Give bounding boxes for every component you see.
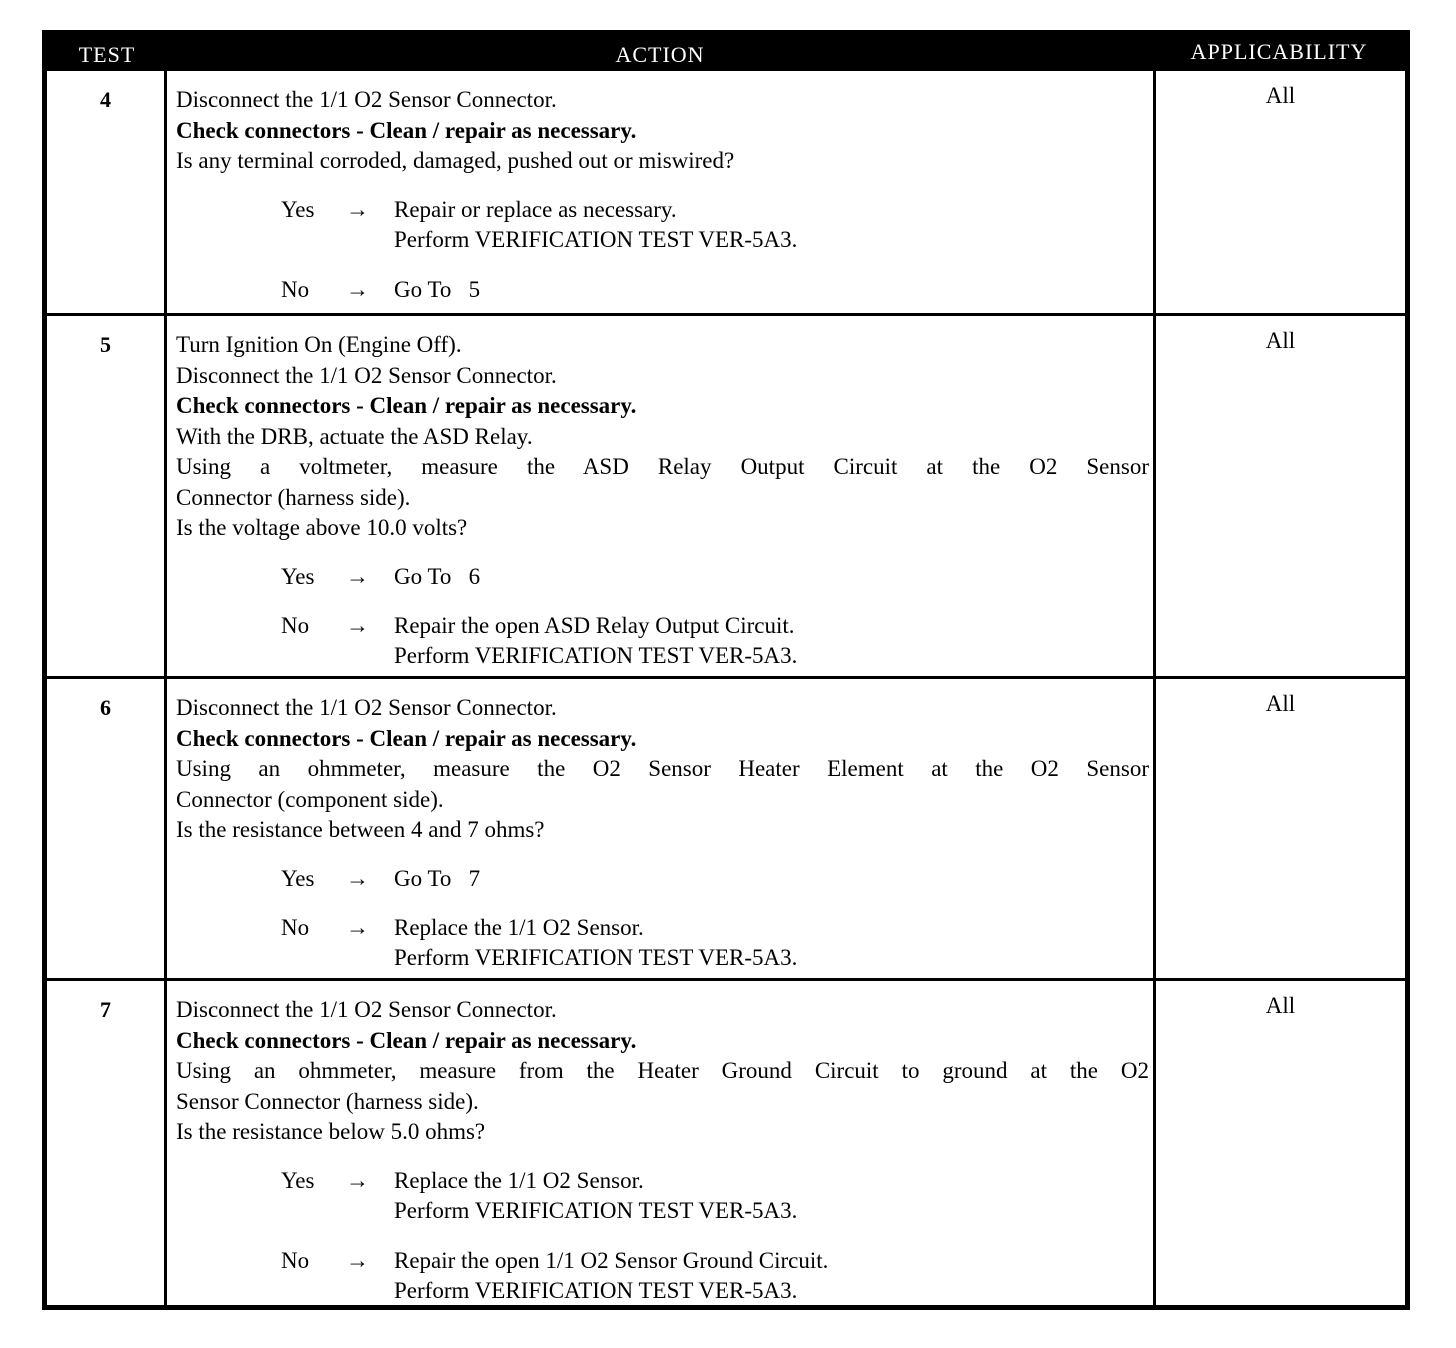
action-cell [170,316,1153,676]
yes-branch [176,562,1149,592]
yes-result-verification: Perform VERIFICATION TEST VER-5A3. [394,226,798,252]
action-line-bold: Check connectors - Clean / repair as necessary. [176,117,637,143]
test-table [42,30,1410,1310]
action-question: Is the voltage above 10.0 volts? [176,515,468,540]
no-result: Repair the open ASD Relay Output Circuit. [394,612,795,638]
action-line: Sensor Connector (harness side). [176,1088,479,1114]
header-action: ACTION [615,42,705,67]
no-result: Go To 5 [394,276,481,302]
table-row [47,676,1405,978]
test-number: 7 [47,981,167,1305]
yes-label: Yes [281,196,315,222]
action-question: Is the resistance between 4 and 7 ohms? [176,817,545,842]
yes-result: Go To 7 [394,865,481,891]
applicability-value: All [1153,679,1405,978]
arrow-right-icon: → [346,612,369,638]
arrow-right-icon: → [346,276,369,302]
arrow-right-icon: → [346,1167,369,1193]
no-result: Replace the 1/1 O2 Sensor. [394,914,644,940]
yes-label: Yes [281,1167,315,1193]
table-row [47,71,1405,313]
yes-label: Yes [281,865,315,891]
table-header [47,35,1405,71]
header-applicability: APPLICABILITY [1190,39,1368,64]
arrow-right-icon: → [346,196,369,222]
action-line: Turn Ignition On (Engine Off). [176,332,462,357]
no-label: No [281,276,310,302]
action-line: Using a voltmeter, measure the ASD Relay Output Circuit at the O2 Sensor [176,454,1149,479]
no-branch [176,611,1149,672]
action-line: Disconnect the 1/1 O2 Sensor Connector. [176,997,557,1022]
action-line: Disconnect the 1/1 O2 Sensor Connector. [176,87,557,112]
action-line: With the DRB, actuate the ASD Relay. [176,423,533,449]
no-label: No [281,1247,310,1273]
no-label: No [281,612,310,638]
action-cell [170,981,1153,1305]
action-line-bold: Check connectors - Clean / repair as necessary. [176,1027,637,1053]
action-line: Using an ohmmeter, measure from the Heater Ground Circuit to ground at the O2 [176,1058,1149,1083]
action-line: Connector (harness side). [176,484,411,510]
yes-result: Replace the 1/1 O2 Sensor. [394,1167,644,1193]
arrow-right-icon: → [346,563,369,589]
action-question: Is any terminal corroded, damaged, pushed out or miswired? [176,148,735,173]
header-test: TEST [78,42,136,67]
test-number: 5 [47,316,167,676]
no-branch [176,1246,1149,1307]
test-number: 6 [47,679,167,978]
arrow-right-icon: → [346,865,369,891]
table-row [47,978,1405,1305]
no-result-verification: Perform VERIFICATION TEST VER-5A3. [394,642,798,668]
applicability-value: All [1153,316,1405,676]
yes-branch [176,864,1149,894]
applicability-value: All [1153,981,1405,1305]
yes-result: Go To 6 [394,563,481,589]
action-line-bold: Check connectors - Clean / repair as necessary. [176,393,637,418]
no-label: No [281,914,310,940]
action-cell [170,679,1153,978]
arrow-right-icon: → [346,914,369,940]
yes-result: Repair or replace as necessary. [394,196,677,222]
yes-result-verification: Perform VERIFICATION TEST VER-5A3. [394,1197,798,1223]
no-branch [176,275,1149,305]
arrow-right-icon: → [346,1247,369,1273]
table-row [47,313,1405,676]
action-question: Is the resistance below 5.0 ohms? [176,1119,486,1144]
action-cell [170,71,1153,313]
no-result-verification: Perform VERIFICATION TEST VER-5A3. [394,1277,798,1303]
action-line-bold: Check connectors - Clean / repair as necessary. [176,725,637,751]
test-number: 4 [47,71,167,313]
yes-label: Yes [281,563,315,589]
action-line: Using an ohmmeter, measure the O2 Sensor Heater Element at the O2 Sensor [176,756,1149,781]
yes-branch [176,195,1149,256]
yes-branch [176,1166,1149,1227]
no-result: Repair the open 1/1 O2 Sensor Ground Circuit. [394,1247,829,1273]
applicability-value: All [1153,71,1405,313]
action-line: Disconnect the 1/1 O2 Sensor Connector. [176,695,557,720]
action-line: Disconnect the 1/1 O2 Sensor Connector. [176,362,557,388]
no-result-verification: Perform VERIFICATION TEST VER-5A3. [394,944,798,970]
action-line: Connector (component side). [176,786,444,812]
no-branch [176,913,1149,974]
